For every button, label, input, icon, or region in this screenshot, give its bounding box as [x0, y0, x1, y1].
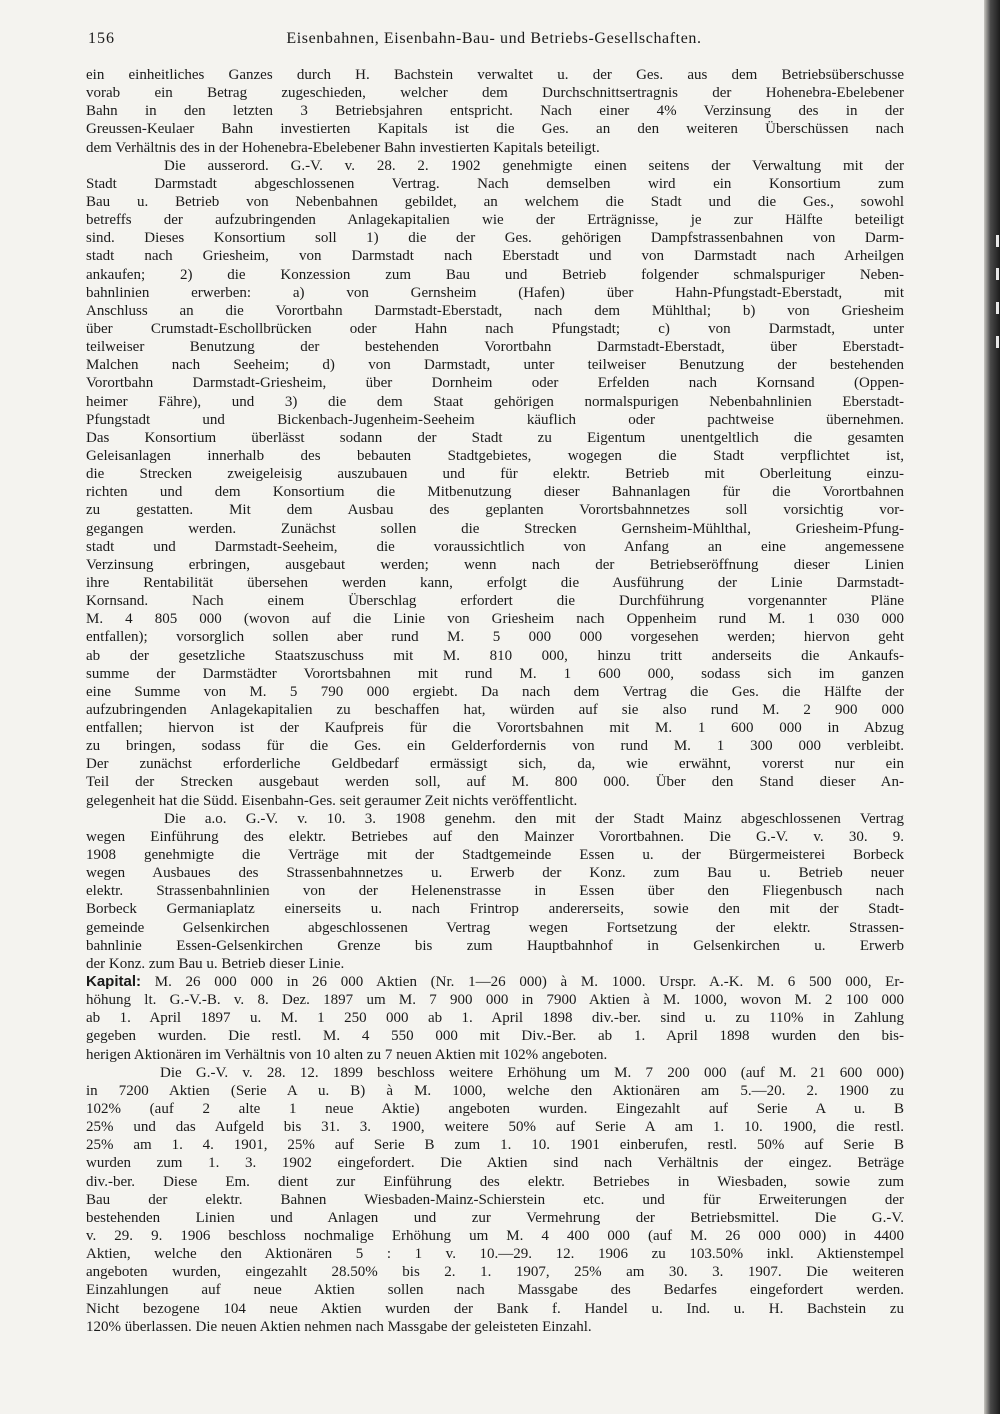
text-line-content: Die ausserord. G.-V. v. 28. 2. 1902 genehmigte einen seitens der Verwaltung mit der: [164, 157, 904, 174]
text-line: [86, 157, 904, 175]
text-line-content: in 7200 Aktien (Serie A u. B) à M. 1000, welche den Aktionären am 5.—20. 2. 1900 zu: [86, 1082, 904, 1099]
edge-mark: [996, 302, 999, 314]
text-line: [86, 483, 904, 501]
text-line: [86, 574, 904, 592]
page-edge-shadow: [984, 0, 1000, 1414]
text-line-content: richten und dem Konsortium die Mitbenutzung dieser Bahnanlagen für die Vorortbahnen: [86, 484, 904, 501]
body-text: [86, 66, 904, 1336]
text-line-content: ankaufen; 2) die Konzession zum Bau und Betrieb folgender schmalspuriger Neben-: [86, 266, 904, 283]
text-line: [86, 1027, 904, 1045]
text-line: [86, 84, 904, 102]
text-line: [86, 429, 904, 447]
text-line-content: herigen Aktionären im Verhältnis von 10 alten zu 7 neuen Aktien mit 102% angeboten.: [86, 1046, 608, 1063]
paragraph: [86, 810, 904, 973]
text-line-content: Aktien, welche den Aktionären 5 : 1 v. 10.—29. 12. 1906 zu 103.50% inkl. Aktienstempel: [86, 1246, 904, 1263]
text-line: [86, 356, 904, 374]
text-line: [86, 973, 904, 991]
text-line-content: vorab ein Betrag zugeschieden, welcher dem Durchschnittsertragnis der Hohenebra-Ebelebener: [86, 85, 904, 102]
paragraph: [86, 66, 904, 157]
text-line: [86, 919, 904, 937]
text-line-content: ab 1. April 1897 u. M. 1 250 000 ab 1. April 1898 div.-ber. sind u. zu 110% in Zahlung: [86, 1010, 904, 1027]
text-line-content: 120% überlassen. Die neuen Aktien nehmen nach Massgabe der geleisteten Einzahl.: [86, 1318, 592, 1335]
text-line: [86, 1064, 904, 1082]
text-line-content: Borbeck Germaniaplatz einerseits u. nach Frintrop andererseits, sowie den mit der Stadt-: [86, 901, 904, 918]
text-line: [86, 792, 904, 810]
text-line: [86, 882, 904, 900]
text-line-content: M. 26 000 000 in 26 000 Aktien (Nr. 1—26 000) à M. 1000. Urspr. A.-K. M. 6 500 000, Er-: [154, 974, 905, 991]
text-line-content: betreffs der aufzubringenden Anlagekapitalien wie der Erträgnisse, je zur Hälfte beteiligt: [86, 212, 904, 229]
text-line-content: höhung lt. G.-V.-B. v. 8. Dez. 1897 um M. 7 900 000 in 7900 Aktien à M. 1000, wovon M. 2 100 000: [86, 992, 904, 1009]
text-line-content: Stadt Darmstadt abgeschlossenen Vertrag. Nach demselben wird ein Konsortium zum: [86, 175, 904, 192]
paragraph: [86, 157, 904, 810]
text-line-content: stadt und Darmstadt-Seeheim, die voraussichtlich von Anfang an eine angemessene: [86, 538, 904, 555]
paragraph: [86, 1064, 904, 1336]
edge-mark: [996, 268, 999, 280]
text-line: [86, 1100, 904, 1118]
text-line-content: Kornsand. Nach einem Überschlag erfordert die Durchführung vorgenannter Pläne: [86, 593, 904, 610]
text-line-content: Bahn in den letzten 3 Betriebsjahren entspricht. Nach einer 4% Verzinsung des in der: [86, 103, 904, 120]
text-line-content: M. 4 805 000 (wovon auf die Linie von Griesheim nach Oppenheim rund M. 1 030 000: [86, 611, 904, 628]
text-line-content: stadt nach Griesheim, von Darmstadt nach Eberstadt und von Darmstadt nach Arheilgen: [86, 248, 904, 265]
text-line: [86, 828, 904, 846]
text-line-content: aufzubringenden Anlagekapitalien zu beschaffen hat, würden auf sie also rund M. 2 900 000: [86, 701, 904, 718]
text-line: [86, 665, 904, 683]
text-line: [86, 810, 904, 828]
text-line-content: zu bringen, sodass für die Ges. ein Gelderfordernis von rund M. 1 300 000 verbleibt.: [86, 738, 904, 755]
text-line-content: teilweiser Benutzung der bestehenden Vorortbahn Darmstadt-Eberstadt, über Eberstadt-: [86, 339, 904, 356]
text-line: [86, 1082, 904, 1100]
text-line-content: summe der Darmstädter Vorortsbahnen mit rund M. 1 600 000, sodass sich im ganzen: [86, 665, 904, 682]
text-line: [86, 773, 904, 791]
text-line-content: Verzinsung erbringen, ausgebaut werden; wenn nach der Betriebseröffnung dieser Linien: [86, 556, 904, 573]
running-title: Eisenbahnen, Eisenbahn-Bau- und Betriebs-Gesellschaften.: [286, 30, 702, 47]
text-line: [86, 1318, 904, 1336]
text-line: [86, 520, 904, 538]
text-line: [86, 338, 904, 356]
text-line: [86, 393, 904, 411]
edge-mark: [996, 336, 999, 348]
text-line-content: angeboten wurden, eingezahlt 28.50% bis 2. 1. 1907, 25% am 30. 3. 1907. Die weiteren: [86, 1264, 904, 1281]
text-line-content: ihre Rentabilität übersehen werden kann, erfolgt die Ausführung der Linie Darmstadt-: [86, 574, 904, 591]
text-line-content: Greussen-Keulaer Bahn investierten Kapitals ist die Ges. an den weiteren Überschüssen nach: [86, 121, 904, 138]
section-label: Kapital:: [86, 973, 142, 991]
text-line: [86, 1173, 904, 1191]
text-line: [86, 193, 904, 211]
text-line-content: bahnlinie Essen-Gelsenkirchen Grenze bis zum Hauptbahnhof in Gelsenkirchen u. Erwerb: [86, 937, 904, 954]
text-line-content: gegeben wurden. Die restl. M. 4 550 000 mit Div.-Ber. ab 1. April 1898 wurden den bis-: [86, 1028, 904, 1045]
text-line: [86, 991, 904, 1009]
text-line: [86, 1300, 904, 1318]
text-line-content: 25% und das Aufgeld bis 31. 3. 1900, weitere 50% auf Serie A am 1. 10. 1900, die restl.: [86, 1119, 904, 1136]
text-line-content: zu gestatten. Mit dem Ausbau des geplanten Vorortsbahnnetzes soll vorsichtig vor-: [86, 502, 904, 519]
text-line-content: Das Konsortium überlässt sodann der Stadt zu Eigentum unentgeltlich die gesamten: [86, 429, 904, 446]
text-line: [86, 846, 904, 864]
text-line: [86, 610, 904, 628]
text-line: [86, 229, 904, 247]
text-line-content: Die G.-V. v. 28. 12. 1899 beschloss weitere Erhöhung um M. 7 200 000 (auf M. 21 600 000): [160, 1064, 904, 1081]
text-line: [86, 628, 904, 646]
text-line: [86, 1263, 904, 1281]
text-line: [86, 284, 904, 302]
text-line-content: Bau der elektr. Bahnen Wiesbaden-Mainz-Schierstein etc. und für Erweiterungen der: [86, 1191, 904, 1208]
text-line: [86, 447, 904, 465]
text-line: [86, 465, 904, 483]
text-line: [86, 683, 904, 701]
text-line-content: Bau u. Betrieb von Nebenbahnen gebildet, an welchem die Stadt und die Ges., sowohl: [86, 193, 904, 210]
text-line-content: Nicht bezogene 104 neue Aktien wurden der Bank f. Handel u. Ind. u. H. Bachstein zu: [86, 1300, 904, 1317]
text-line-content: Anschluss an die Vorortbahn Darmstadt-Eberstadt, nach dem Mühlthal; b) von Griesheim: [86, 302, 904, 319]
text-line-content: wurden zum 1. 3. 1902 eingefordert. Die Aktien sind nach Verhältnis der eingez. Beträge: [86, 1155, 904, 1172]
text-line: [86, 374, 904, 392]
text-line-content: ab der gesetzliche Staatszuschuss mit M. 810 000, hinzu tritt anderseits die Ankaufs-: [86, 647, 904, 664]
text-line: [86, 501, 904, 519]
text-line: [86, 538, 904, 556]
text-line: [86, 1118, 904, 1136]
text-line-content: 25% am 1. 4. 1901, 25% auf Serie B zum 1. 10. 1901 einberufen, restl. 50% auf Serie B: [86, 1137, 904, 1154]
text-line: [86, 1227, 904, 1245]
text-line: [86, 864, 904, 882]
edge-mark: [996, 235, 999, 247]
text-line-content: entfallen; hiervon ist der Kaufpreis für die Vorortsbahnen mit M. 1 600 000 in Abzug: [86, 720, 904, 737]
text-line: [86, 556, 904, 574]
text-line: [86, 737, 904, 755]
text-line-content: wegen Einführung des elektr. Betriebes auf den Mainzer Vorortbahnen. Die G.-V. v. 30. 9.: [86, 828, 904, 845]
text-line-content: Einzahlungen auf neue Aktien sollen nach Massgabe des Bedarfes eingefordert werden.: [86, 1282, 904, 1299]
text-line-content: v. 29. 9. 1906 beschloss nochmalige Erhöhung um M. 4 400 000 (auf M. 26 000 000) in 4400: [86, 1228, 904, 1244]
text-line-content: gemeinde Gelsenkirchen abgeschlossenen Vertrag wegen Fortsetzung der elektr. Strassen-: [86, 919, 904, 936]
text-line: [86, 647, 904, 665]
text-line-content: heimer Fähre), und 3) die dem Staat gehörigen normalspurigen Nebenbahnlinien Eberstadt-: [86, 393, 904, 410]
text-line: [86, 955, 904, 973]
text-line: [86, 320, 904, 338]
text-line-content: Geleisanlagen innerhalb des bebauten Stadtgebietes, wogegen die Stadt verpflichtet ist,: [86, 447, 904, 464]
text-line: [86, 1009, 904, 1027]
text-line: [86, 1209, 904, 1227]
running-header: [84, 30, 904, 54]
text-line: [86, 411, 904, 429]
text-line: [86, 120, 904, 138]
text-line-content: 1908 genehmigte die Verträge mit der Stadtgemeinde Essen u. der Bürgermeisterei Borbeck: [86, 847, 904, 864]
text-line-content: Der zunächst erforderliche Geldbedarf ermässigt sich, da, wie erwähnt, vorerst nur ein: [86, 756, 904, 773]
text-line-content: gelegenheit hat die Südd. Eisenbahn-Ges. seit geraumer Zeit nichts veröffentlicht.: [86, 792, 578, 809]
text-line-content: div.-ber. Diese Em. dient zur Einführung des elektr. Betriebes in Wiesbaden, sowie zum: [86, 1173, 904, 1190]
paragraph: [86, 973, 904, 1064]
text-line-content: entfallen); vorsorglich sollen aber rund M. 5 000 000 vorgesehen werden; hiervon geht: [86, 629, 904, 646]
text-line-content: der Konz. zum Bau u. Betrieb dieser Linie.: [86, 955, 345, 972]
text-line: [86, 937, 904, 955]
text-line-content: sind. Dieses Konsortium soll 1) die der Ges. gehörigen Dampfstrassenbahnen von Darm-: [86, 230, 904, 247]
text-line-content: Die a.o. G.-V. v. 10. 3. 1908 genehm. den mit der Stadt Mainz abgeschlossenen Vertrag: [164, 810, 904, 827]
text-line: [86, 66, 904, 84]
text-line-content: wegen Ausbaues des Strassenbahnnetzes u. Erwerb der Konz. zum Bau u. Betrieb neuer: [86, 865, 904, 882]
text-line-content: bestehenden Linien und Anlagen und zur Vermehrung der Betriebsmittel. Die G.-V.: [86, 1209, 904, 1226]
text-line-content: ein einheitliches Ganzes durch H. Bachstein verwaltet u. der Ges. aus dem Betriebsüberschusse: [86, 67, 904, 83]
text-line: [86, 900, 904, 918]
text-line: [86, 1154, 904, 1172]
text-line-content: bahnlinien erwerben: a) von Gernsheim (Hafen) über Hahn-Pfungstadt-Eberstadt, mit: [86, 284, 904, 301]
text-line: [86, 175, 904, 193]
text-line: [86, 719, 904, 737]
text-line: [86, 592, 904, 610]
text-line: [86, 139, 904, 157]
text-line-content: Pfungstadt und Bickenbach-Jugenheim-Seeheim käuflich oder pachtweise übernehmen.: [86, 411, 904, 428]
text-line-content: Vorortbahn Darmstadt-Griesheim, über Dornheim oder Erfelden nach Kornsand (Oppen-: [86, 375, 904, 392]
text-line-content: 102% (auf 2 alte 1 neue Aktie) angeboten wurden. Eingezahlt auf Serie A u. B: [86, 1101, 904, 1118]
text-line: [86, 1191, 904, 1209]
text-line-content: elektr. Strassenbahnlinien von der Helenenstrasse in Essen über den Fliegenbusch nach: [86, 883, 904, 900]
text-line-content: über Crumstadt-Eschollbrücken oder Hahn nach Pfungstadt; c) von Darmstadt, unter: [86, 320, 904, 337]
text-line: [86, 247, 904, 265]
text-line: [86, 302, 904, 320]
text-line-content: gegangen werden. Zunächst sollen die Strecken Gernsheim-Mühlthal, Griesheim-Pfung-: [86, 520, 904, 537]
page-number: 156: [88, 30, 115, 47]
text-line-content: Malchen nach Seeheim; d) von Darmstadt, unter teilweiser Benutzung der bestehenden: [86, 357, 904, 374]
text-line: [86, 701, 904, 719]
text-line-content: dem Verhältnis des in der Hohenebra-Ebelebener Bahn investierten Kapitals beteiligt.: [86, 139, 600, 156]
text-line-content: eine Summe von M. 5 790 000 ergiebt. Da nach dem Vertrag die Ges. die Hälfte der: [86, 683, 904, 700]
text-line: [86, 1245, 904, 1263]
text-line: [86, 266, 904, 284]
text-line: [86, 211, 904, 229]
text-line-content: Teil der Strecken ausgebaut werden soll, auf M. 800 000. Über den Stand dieser An-: [86, 774, 904, 791]
text-line: [86, 1046, 904, 1064]
text-line: [86, 1136, 904, 1154]
text-line-content: die Strecken zweigeleisig auszubauen und für elektr. Betrieb mit Oberleitung einzu-: [86, 466, 904, 483]
text-line: [86, 755, 904, 773]
text-line: [86, 1281, 904, 1299]
text-line: [86, 102, 904, 120]
